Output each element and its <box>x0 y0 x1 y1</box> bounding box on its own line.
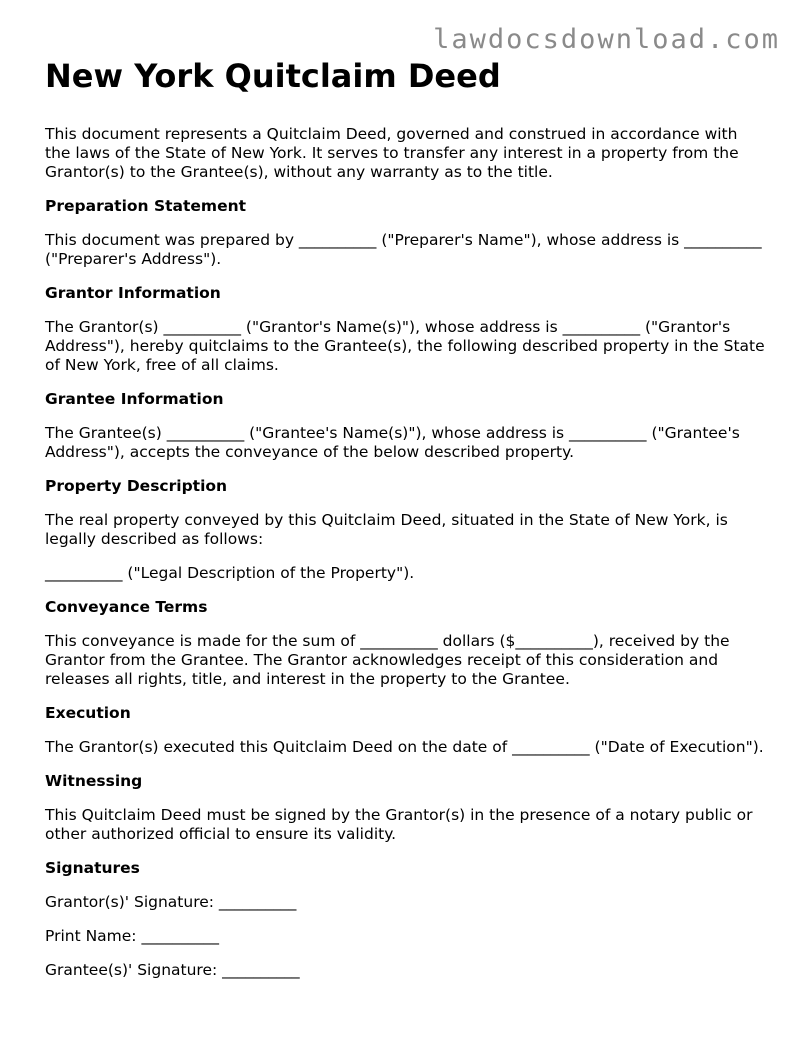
conveyance-heading: Conveyance Terms <box>45 598 208 616</box>
grantee-paragraph: The Grantee(s) __________ ("Grantee's Name(s)"), whose address is __________ ("Grantee's Address"), accepts the conveyance of the below described property. <box>45 424 740 461</box>
watermark: lawdocsdownload.com <box>433 24 780 55</box>
witnessing-paragraph: This Quitclaim Deed must be signed by the Grantor(s) in the presence of a notary public or other authorized official to ensure its validity. <box>45 806 753 843</box>
conveyance-paragraph: This conveyance is made for the sum of __________ dollars ($__________), received by the Grantor from the Grantee. The Grantor acknowledges receipt of this consideration and releases all rights, title, and interest in the property to the Grantee. <box>45 632 730 688</box>
page-title: New York Quitclaim Deed <box>45 57 501 95</box>
grantee-heading: Grantee Information <box>45 390 224 408</box>
grantor-paragraph: The Grantor(s) __________ ("Grantor's Name(s)"), whose address is __________ ("Grantor's Address"), hereby quitclaims to the Grantee(s), the following described property in the State of New York, free of all claims. <box>45 318 765 374</box>
property-paragraph: The real property conveyed by this Quitclaim Deed, situated in the State of New York, is legally described as follows: <box>45 511 728 548</box>
intro-paragraph: This document represents a Quitclaim Deed, governed and construed in accordance with the laws of the State of New York. It serves to transfer any interest in a property from the Grantor(s) to the Grantee(s), without any warranty as to the title. <box>45 125 739 181</box>
execution-paragraph: The Grantor(s) executed this Quitclaim Deed on the date of __________ ("Date of Execution"). <box>45 738 764 756</box>
preparation-paragraph: This document was prepared by __________ ("Preparer's Name"), whose address is __________ ("Preparer's Address"). <box>45 231 762 268</box>
legal-description-line: __________ ("Legal Description of the Property"). <box>45 564 415 582</box>
grantor-signature-line: Grantor(s)' Signature: __________ <box>45 893 297 911</box>
grantee-signature-line: Grantee(s)' Signature: __________ <box>45 961 300 979</box>
grantor-heading: Grantor Information <box>45 284 221 302</box>
signatures-heading: Signatures <box>45 859 140 877</box>
preparation-heading: Preparation Statement <box>45 197 247 215</box>
property-heading: Property Description <box>45 477 228 495</box>
execution-heading: Execution <box>45 704 131 722</box>
witnessing-heading: Witnessing <box>45 772 143 790</box>
document-page <box>45 56 765 995</box>
print-name-line: Print Name: __________ <box>45 927 219 945</box>
